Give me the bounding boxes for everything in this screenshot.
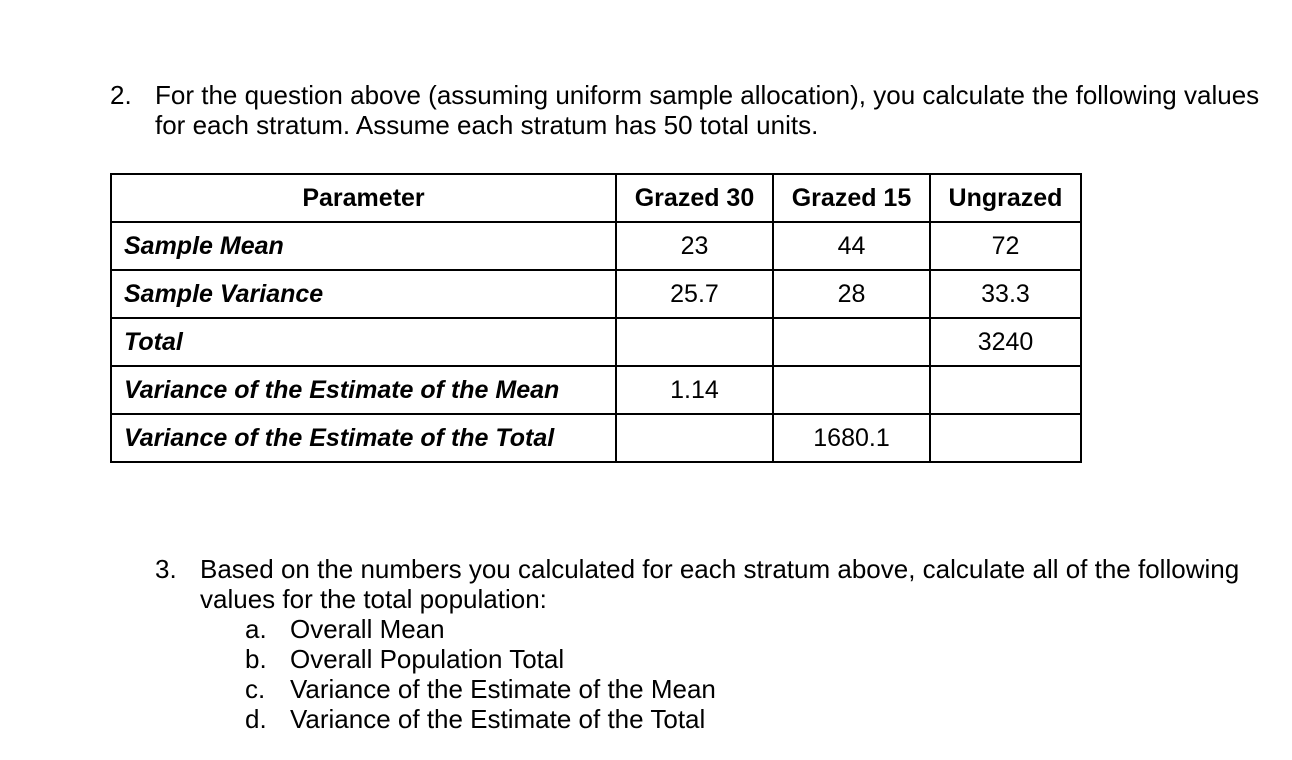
list-item-text: Variance of the Estimate of the Mean — [290, 674, 716, 704]
question-2 — [110, 80, 1260, 140]
list-item-letter: b. — [245, 644, 267, 674]
row-label: Variance of the Estimate of the Mean — [111, 366, 616, 414]
question-2-text: For the question above (assuming uniform sample allocation), you calculate the following values for each stratum. Assume each stratum has 50 total units. — [155, 80, 1260, 140]
row-label: Sample Mean — [111, 222, 616, 270]
row-label: Sample Variance — [111, 270, 616, 318]
table-cell — [616, 318, 773, 366]
list-item-text: Variance of the Estimate of the Total — [290, 704, 706, 734]
table-cell — [773, 366, 930, 414]
header-parameter: Parameter — [111, 174, 616, 222]
table-cell: 1680.1 — [773, 414, 930, 462]
table-row — [111, 318, 1081, 366]
question-3-number: 3. — [155, 554, 177, 584]
table-cell: 44 — [773, 222, 930, 270]
table-row — [111, 270, 1081, 318]
table-header-row — [111, 174, 1081, 222]
table-cell: 23 — [616, 222, 773, 270]
question-3-text: Based on the numbers you calculated for each stratum above, calculate all of the following values for the total population: — [200, 554, 1240, 614]
list-item-letter: c. — [245, 674, 266, 704]
table-row — [111, 222, 1081, 270]
list-item — [245, 644, 1255, 674]
row-label: Variance of the Estimate of the Total — [111, 414, 616, 462]
list-item-letter: d. — [245, 704, 267, 734]
list-item — [245, 614, 1255, 644]
row-label: Total — [111, 318, 616, 366]
table-cell: 72 — [930, 222, 1081, 270]
table-cell — [773, 318, 930, 366]
list-item-text: Overall Mean — [290, 614, 445, 644]
table-cell — [930, 414, 1081, 462]
list-item — [245, 674, 1255, 704]
header-grazed-15: Grazed 15 — [773, 174, 930, 222]
stratum-table — [110, 173, 1082, 463]
question-3 — [155, 554, 1255, 734]
table-row — [111, 366, 1081, 414]
table-cell: 28 — [773, 270, 930, 318]
table-cell: 3240 — [930, 318, 1081, 366]
table-cell — [616, 414, 773, 462]
list-item-letter: a. — [245, 614, 267, 644]
table-cell: 25.7 — [616, 270, 773, 318]
list-item-text: Overall Population Total — [290, 644, 565, 674]
list-item — [245, 704, 1255, 734]
table-cell: 33.3 — [930, 270, 1081, 318]
header-grazed-30: Grazed 30 — [616, 174, 773, 222]
table-row — [111, 414, 1081, 462]
table-cell — [930, 366, 1081, 414]
header-ungrazed: Ungrazed — [930, 174, 1081, 222]
table-cell: 1.14 — [616, 366, 773, 414]
question-2-number: 2. — [110, 80, 132, 110]
